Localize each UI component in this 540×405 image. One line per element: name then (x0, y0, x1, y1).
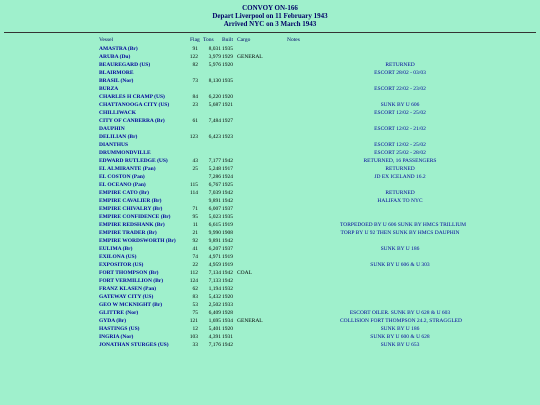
built-cell: 1920 (222, 94, 233, 100)
notes-cell: ESCORT 12/02 - 25/02 (374, 110, 426, 116)
built-cell: 1942 (222, 270, 233, 276)
built-cell: 1924 (222, 174, 233, 180)
vessel-cell: FORT THOMPSON (Br) (99, 270, 159, 276)
tons-cell: 6,767 (208, 182, 221, 188)
built-cell: 1931 (222, 334, 233, 340)
page-title: CONVOY ON-166 (242, 4, 298, 12)
flag-cell: 121 (189, 318, 198, 324)
vessel-cell: CHATTANOOGA CITY (US) (99, 102, 170, 108)
built-cell: 1917 (222, 166, 233, 172)
tons-cell: 7,039 (208, 190, 221, 196)
vessel-cell: JONATHAN STURGES (US) (99, 342, 169, 348)
tons-cell: 4,959 (208, 262, 221, 268)
notes-cell: RETURNED (385, 62, 415, 68)
built-cell: 1935 (222, 214, 233, 220)
flag-cell: 92 (192, 238, 198, 244)
built-cell: 1934 (222, 318, 233, 324)
notes-cell: ESCORT 28/02 - 03/03 (374, 70, 426, 76)
vessel-cell: GEO W MCKNIGHT (Br) (99, 302, 163, 308)
notes-cell: ESCORT OILER. SUNK BY U 628 & U 603 (349, 310, 451, 316)
tons-cell: 7,133 (208, 278, 221, 284)
flag-cell: 83 (192, 294, 198, 300)
convoy-table (0, 45, 540, 349)
built-cell: 1942 (222, 238, 233, 244)
depart-line: Depart Liverpool on 11 February 1943 (212, 12, 328, 20)
vessel-cell: EMPIRE CAVALIER (Br) (99, 198, 162, 204)
tons-cell: 7,134 (208, 270, 221, 276)
vessel-cell: EULIMA (Br) (99, 246, 133, 252)
built-cell: 1942 (222, 342, 233, 348)
notes-cell: TORPEDOED BY U 606 SUNK BY HMCS TRILLIUM (340, 222, 467, 228)
tons-cell: 1,695 (208, 318, 221, 324)
vessel-cell: GATEWAY CITY (US) (99, 294, 154, 300)
tons-cell: 7,286 (208, 174, 221, 180)
flag-cell: 74 (192, 254, 198, 260)
notes-cell: HALIFAX TO NYC (377, 198, 423, 204)
header-divider (4, 32, 536, 33)
table-row (0, 149, 540, 157)
vessel-cell: EL ALMIRANTE (Pan) (99, 166, 156, 172)
cargo-cell: COAL (237, 270, 252, 276)
column-headers (0, 36, 540, 45)
built-cell: 1942 (222, 190, 233, 196)
table-row (0, 117, 540, 125)
flag-cell: 123 (189, 134, 198, 140)
col-notes: Notes (287, 37, 300, 43)
vessel-cell: FORT VERMILLION (Br) (99, 278, 164, 284)
vessel-cell: CHARLES H CRAMP (US) (99, 94, 165, 100)
tons-cell: 6,220 (208, 94, 221, 100)
notes-cell: SUNK BY U 606 & U 303 (370, 262, 430, 268)
table-row (0, 253, 540, 261)
vessel-cell: EMPIRE CHIVALRY (Br) (99, 206, 163, 212)
tons-cell: 5,401 (208, 326, 221, 332)
tons-cell: 8,130 (208, 78, 221, 84)
built-cell: 1942 (222, 278, 233, 284)
notes-cell: ESCORT 12/02 - 21/02 (374, 126, 426, 132)
tons-cell: 5,976 (208, 62, 221, 68)
vessel-cell: HASTINGS (US) (99, 326, 140, 332)
notes-cell: TORP BY U 92 THEN SUNK BY HMCS DAUPHIN (340, 230, 460, 236)
built-cell: 1928 (222, 310, 233, 316)
built-cell: 1919 (222, 254, 233, 260)
vessel-cell: AMASTRA (Br) (99, 46, 138, 52)
vessel-cell: EDWARD RUTLEDGE (US) (99, 158, 168, 164)
flag-cell: 23 (192, 102, 198, 108)
table-row (0, 189, 540, 197)
built-cell: 1937 (222, 246, 233, 252)
built-cell: 1908 (222, 230, 233, 236)
flag-cell: 95 (192, 214, 198, 220)
notes-cell: SUNK BY U 186 (380, 326, 420, 332)
flag-cell: 103 (189, 334, 198, 340)
vessel-cell: EL COSTON (Pan) (99, 174, 145, 180)
vessel-cell: EMPIRE TRADER (Br) (99, 230, 157, 236)
table-row (0, 317, 540, 325)
table-row (0, 69, 540, 77)
table-row (0, 141, 540, 149)
vessel-cell: BEAUREGARD (US) (99, 62, 151, 68)
flag-cell: 114 (189, 190, 198, 196)
flag-cell: 73 (192, 78, 198, 84)
notes-cell: RETURNED (385, 190, 415, 196)
vessel-cell: EMPIRE CATO (Br) (99, 190, 149, 196)
tons-cell: 5,687 (208, 102, 221, 108)
vessel-cell: EMPIRE CONFIDENCE (Br) (99, 214, 171, 220)
tons-cell: 7,176 (208, 342, 221, 348)
tons-cell: 6,007 (208, 206, 221, 212)
built-cell: 1919 (222, 262, 233, 268)
tons-cell: 2,502 (208, 302, 221, 308)
table-row (0, 157, 540, 165)
table-row (0, 133, 540, 141)
table-row (0, 181, 540, 189)
flag-cell: 22 (192, 262, 198, 268)
table-row (0, 61, 540, 69)
col-vessel: Vessel (99, 37, 114, 43)
vessel-cell: EXPOSITOR (US) (99, 262, 144, 268)
flag-cell: 115 (189, 182, 198, 188)
vessel-cell: ARUBA (Du) (99, 54, 131, 60)
tons-cell: 9,990 (208, 230, 221, 236)
table-row (0, 277, 540, 285)
built-cell: 1921 (222, 102, 233, 108)
table-row (0, 109, 540, 117)
table-row (0, 261, 540, 269)
vessel-cell: EXILONA (US) (99, 254, 137, 260)
flag-cell: 84 (192, 94, 198, 100)
tons-cell: 5,432 (208, 294, 221, 300)
table-row (0, 221, 540, 229)
flag-cell: 124 (189, 278, 198, 284)
notes-cell: RETURNED, 16 PASSENGERS (363, 158, 437, 164)
table-row (0, 325, 540, 333)
built-cell: 1933 (222, 302, 233, 308)
built-cell: 1923 (222, 134, 233, 140)
notes-cell: ESCORT 22/02 - 23/02 (374, 86, 426, 92)
notes-cell: ESCORT 12/02 - 25/02 (374, 142, 426, 148)
arrived-line: Arrived NYC on 3 March 1943 (223, 20, 317, 28)
vessel-cell: DRUMMONDVILLE (99, 150, 151, 156)
built-cell: 1920 (222, 326, 233, 332)
table-row (0, 77, 540, 85)
built-cell: 1920 (222, 294, 233, 300)
table-row (0, 237, 540, 245)
tons-cell: 4,971 (208, 254, 221, 260)
table-row (0, 245, 540, 253)
tons-cell: 8,031 (208, 46, 221, 52)
flag-cell: 25 (192, 166, 198, 172)
flag-cell: 122 (189, 54, 198, 60)
table-row (0, 213, 540, 221)
table-row (0, 85, 540, 93)
vessel-cell: GLITTRE (Nor) (99, 310, 139, 316)
table-row (0, 165, 540, 173)
vessel-cell: BRASIL (Nor) (99, 78, 134, 84)
vessel-cell: CITY OF CANBERRA (Br) (99, 118, 165, 124)
tons-cell: 1,194 (208, 286, 221, 292)
built-cell: 1942 (222, 158, 233, 164)
notes-cell: SUNK BY U 600 & U 628 (370, 334, 430, 340)
notes-cell: RETURNED (385, 166, 415, 172)
tons-cell: 6,409 (208, 310, 221, 316)
vessel-cell: DAUPHIN (99, 126, 125, 132)
built-cell: 1927 (222, 118, 233, 124)
table-row (0, 197, 540, 205)
notes-cell: ESCORT 25/02 - 28/02 (374, 150, 426, 156)
flag-cell: 112 (189, 270, 198, 276)
table-row (0, 101, 540, 109)
table-row (0, 269, 540, 277)
table-row (0, 293, 540, 301)
vessel-cell: EMPIRE REDSHANK (Br) (99, 222, 165, 228)
table-row (0, 341, 540, 349)
page-header (0, 0, 540, 28)
flag-cell: 75 (192, 310, 198, 316)
tons-cell: 9,891 (208, 238, 221, 244)
built-cell: 1935 (222, 46, 233, 52)
tons-cell: 5,248 (208, 166, 221, 172)
cargo-cell: GENERAL (237, 318, 263, 324)
notes-cell: JD EX ICELAND 16.2 (374, 174, 426, 180)
tons-cell: 5,023 (208, 214, 221, 220)
flag-cell: 71 (192, 206, 198, 212)
flag-cell: 21 (192, 230, 198, 236)
table-row (0, 173, 540, 181)
tons-cell: 4,391 (208, 334, 221, 340)
col-built: Built (222, 37, 234, 43)
vessel-cell: EL OCEANO (Pan) (99, 182, 146, 188)
flag-cell: 11 (192, 222, 198, 228)
notes-cell: SUNK BY U 186 (380, 246, 420, 252)
table-row (0, 333, 540, 341)
table-row (0, 301, 540, 309)
flag-cell: 41 (192, 246, 198, 252)
col-flag: Flag (190, 37, 200, 43)
vessel-cell: INGRIA (Nor) (99, 334, 134, 340)
vessel-cell: BLAIRMORE (99, 70, 134, 76)
vessel-cell: DELILIAN (Br) (99, 134, 138, 140)
table-row (0, 309, 540, 317)
built-cell: 1942 (222, 198, 233, 204)
tons-cell: 6,615 (208, 222, 221, 228)
flag-cell: 12 (192, 326, 198, 332)
vessel-cell: GYDA (Br) (99, 318, 127, 324)
flag-cell: 53 (192, 302, 198, 308)
built-cell: 1929 (222, 54, 233, 60)
flag-cell: 91 (192, 46, 198, 52)
table-row (0, 93, 540, 101)
built-cell: 1925 (222, 182, 233, 188)
built-cell: 1919 (222, 222, 233, 228)
cargo-cell: GENERAL (237, 54, 263, 60)
vessel-cell: FRANZ KLASEN (Pan) (99, 286, 157, 292)
tons-cell: 6,207 (208, 246, 221, 252)
tons-cell: 3,979 (208, 54, 221, 60)
built-cell: 1932 (222, 286, 233, 292)
flag-cell: 62 (192, 286, 198, 292)
built-cell: 1920 (222, 62, 233, 68)
table-row (0, 125, 540, 133)
notes-cell: SUNK BY U 606 (380, 102, 420, 108)
table-row (0, 45, 540, 53)
notes-cell: SUNK BY U 653 (380, 342, 420, 348)
flag-cell: 33 (192, 342, 198, 348)
built-cell: 1937 (222, 206, 233, 212)
flag-cell: 61 (192, 118, 198, 124)
vessel-cell: BURZA (99, 86, 119, 92)
col-tons: Tons (203, 37, 214, 43)
notes-cell: COLLISION FORT THOMPSON 24.2, STRAGGLED (340, 318, 463, 324)
vessel-cell: EMPIRE WORDSWORTH (Br) (99, 238, 176, 244)
table-row (0, 205, 540, 213)
col-cargo: Cargo (237, 37, 251, 43)
vessel-cell: CHILLIWACK (99, 110, 136, 116)
flag-cell: 82 (192, 62, 198, 68)
tons-cell: 6,423 (208, 134, 221, 140)
table-row (0, 285, 540, 293)
table-row (0, 229, 540, 237)
tons-cell: 7,177 (208, 158, 221, 164)
tons-cell: 9,891 (208, 198, 221, 204)
built-cell: 1935 (222, 78, 233, 84)
vessel-cell: DIANTHUS (99, 142, 129, 148)
flag-cell: 43 (192, 158, 198, 164)
tons-cell: 7,484 (208, 118, 221, 124)
table-row (0, 53, 540, 61)
